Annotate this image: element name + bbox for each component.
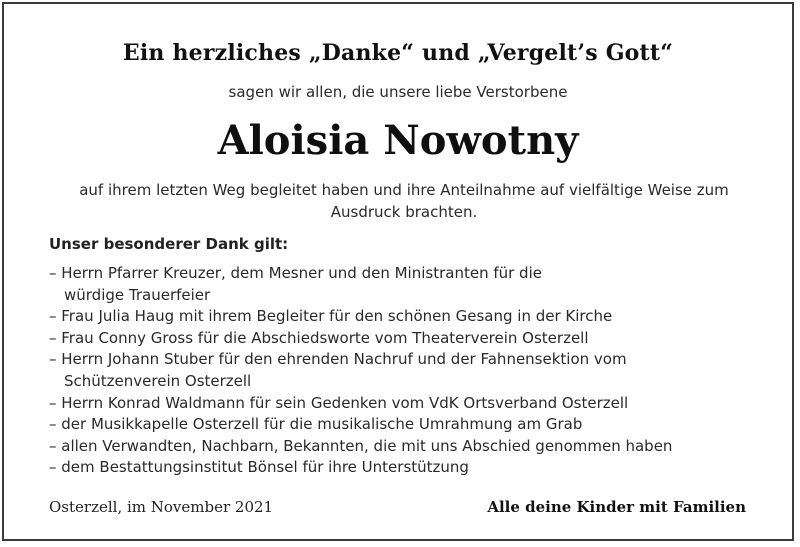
thanks-item: – allen Verwandten, Nachbarn, Bekannten, die mit uns Abschied genommen haben (49, 436, 673, 455)
thanks-item: – dem Bestattungsinstitut Bönsel für ihre Unterstützung (49, 458, 469, 477)
thanks-item: – Herrn Konrad Waldmann für sein Gedenken vom VdK Ortsverband Osterzell (49, 393, 629, 412)
obituary-card (2, 2, 794, 541)
thanks-item: – der Musikkapelle Osterzell für die musikalische Umrahmung am Grab (49, 415, 583, 434)
thanks-item: – Frau Conny Gross für die Abschiedsworte vom Theaterverein Osterzell (49, 328, 589, 347)
signature: Alle deine Kinder mit Familien (487, 498, 746, 516)
intro-text: auf ihrem letzten Weg begleitet haben und ihre Anteilnahme auf vielfältige Weise zum Ausdruck brachten. (79, 181, 729, 221)
thanks-heading: Unser besonderer Dank gilt: (49, 235, 289, 253)
thanks-list (49, 263, 769, 479)
subline: sagen wir allen, die unsere liebe Verstorbene (228, 83, 568, 101)
thanks-item: – Frau Julia Haug mit ihrem Begleiter für den schönen Gesang in der Kirche (49, 307, 613, 326)
place-date: Osterzell, im November 2021 (49, 498, 274, 516)
thanks-item: – Herrn Pfarrer Kreuzer, dem Mesner und den Ministranten für die würdige Trauerfeier (49, 264, 542, 304)
thanks-item: – Herrn Johann Stuber für den ehrenden Nachruf und der Fahnensektion vom Schützenverein Osterzell (49, 350, 627, 390)
deceased-name: Aloisia Nowotny (217, 117, 579, 164)
headline: Ein herzliches „Danke“ und „Vergelt’s Gott“ (122, 40, 674, 66)
